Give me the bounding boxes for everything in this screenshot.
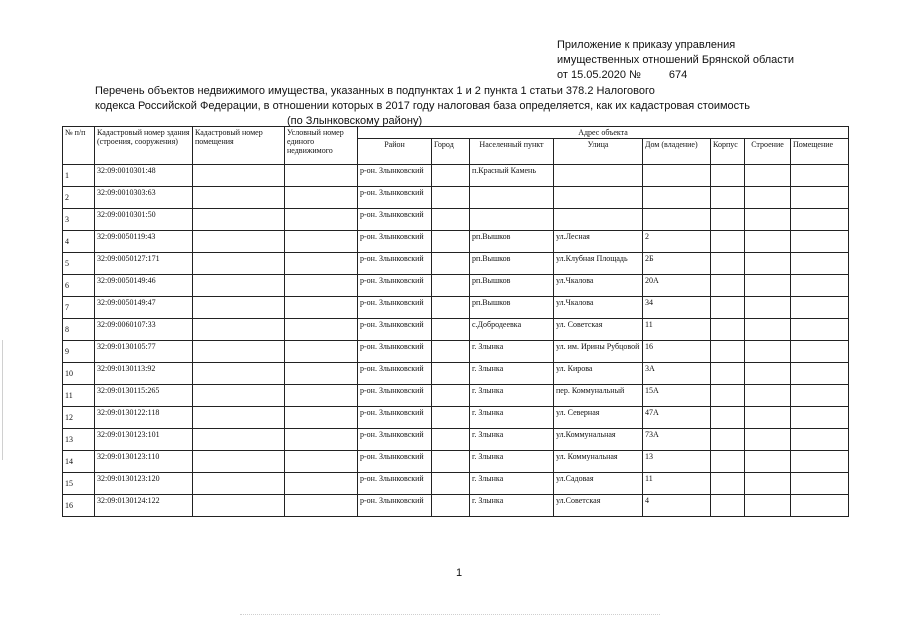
cell-district: р-он. Злынковский xyxy=(358,231,432,253)
cell-room xyxy=(791,165,849,187)
cell-room xyxy=(791,297,849,319)
scan-noise-line xyxy=(240,614,660,616)
cell-conditional xyxy=(285,297,358,319)
cell-city xyxy=(432,231,470,253)
cell-conditional xyxy=(285,451,358,473)
cell-conditional xyxy=(285,209,358,231)
cell-building xyxy=(745,297,791,319)
table-row xyxy=(63,407,849,429)
cell-corpus xyxy=(711,495,745,517)
cell-corpus xyxy=(711,473,745,495)
cell-city xyxy=(432,209,470,231)
table-row xyxy=(63,275,849,297)
cell-building xyxy=(745,407,791,429)
cell-house: 73А xyxy=(643,429,711,451)
cell-corpus xyxy=(711,429,745,451)
cell-district: р-он. Злынковский xyxy=(358,495,432,517)
cell-num: 15 xyxy=(63,473,95,495)
cell-conditional xyxy=(285,187,358,209)
cell-room-cadastral xyxy=(193,451,285,473)
cell-city xyxy=(432,253,470,275)
cell-num: 6 xyxy=(63,275,95,297)
scan-edge-mark xyxy=(2,340,3,460)
cell-city xyxy=(432,165,470,187)
cell-conditional xyxy=(285,231,358,253)
cell-city xyxy=(432,429,470,451)
cell-conditional xyxy=(285,407,358,429)
cell-room xyxy=(791,473,849,495)
table-row xyxy=(63,165,849,187)
cell-corpus xyxy=(711,385,745,407)
cell-street: ул. Коммунальная xyxy=(554,451,643,473)
cell-settlement: рп.Вышков xyxy=(470,231,554,253)
cell-district: р-он. Злынковский xyxy=(358,187,432,209)
cell-building xyxy=(745,231,791,253)
cell-district: р-он. Злынковский xyxy=(358,297,432,319)
cell-room xyxy=(791,253,849,275)
cell-conditional xyxy=(285,385,358,407)
cell-cadastral: 32:09:0130105:77 xyxy=(95,341,193,363)
cell-settlement: г. Злынка xyxy=(470,473,554,495)
cell-cadastral: 32:09:0060107:33 xyxy=(95,319,193,341)
title-line-2: кодекса Российской Федерации, в отношении которых в 2017 году налоговая база определяется, как их кадастровая стоимость xyxy=(95,100,750,112)
cell-street: пер. Коммунальный xyxy=(554,385,643,407)
header-city: Город xyxy=(432,139,470,165)
cell-settlement: г. Злынка xyxy=(470,341,554,363)
cell-city xyxy=(432,385,470,407)
cell-num: 4 xyxy=(63,231,95,253)
cell-num: 7 xyxy=(63,297,95,319)
cell-conditional xyxy=(285,495,358,517)
cell-conditional xyxy=(285,363,358,385)
cell-corpus xyxy=(711,209,745,231)
cell-street xyxy=(554,165,643,187)
cell-room-cadastral xyxy=(193,473,285,495)
cell-city xyxy=(432,473,470,495)
cell-house: 4 xyxy=(643,495,711,517)
header-room: Помещение xyxy=(791,139,849,165)
cell-building xyxy=(745,385,791,407)
cell-building xyxy=(745,187,791,209)
cell-cadastral: 32:09:0050149:46 xyxy=(95,275,193,297)
cell-house xyxy=(643,165,711,187)
cell-city xyxy=(432,275,470,297)
cell-room-cadastral xyxy=(193,341,285,363)
table-row xyxy=(63,385,849,407)
cell-num: 8 xyxy=(63,319,95,341)
header-house: Дом (владение) xyxy=(643,139,711,165)
cell-street: ул.Чкалова xyxy=(554,297,643,319)
cell-city xyxy=(432,451,470,473)
cell-num: 14 xyxy=(63,451,95,473)
cell-district: р-он. Злынковский xyxy=(358,473,432,495)
cell-room-cadastral xyxy=(193,165,285,187)
cell-building xyxy=(745,363,791,385)
table-row xyxy=(63,319,849,341)
cell-city xyxy=(432,297,470,319)
cell-district: р-он. Злынковский xyxy=(358,319,432,341)
cell-house: 34 xyxy=(643,297,711,319)
cell-room xyxy=(791,495,849,517)
cell-city xyxy=(432,495,470,517)
cell-cadastral: 32:09:0130123:110 xyxy=(95,451,193,473)
cell-settlement: г. Злынка xyxy=(470,385,554,407)
cell-room-cadastral xyxy=(193,297,285,319)
cell-settlement: рп.Вышков xyxy=(470,297,554,319)
cell-settlement: г. Злынка xyxy=(470,429,554,451)
cell-corpus xyxy=(711,451,745,473)
cell-num: 11 xyxy=(63,385,95,407)
page-number: 1 xyxy=(456,567,463,579)
header-num: № п/п xyxy=(63,127,95,165)
cell-building xyxy=(745,495,791,517)
cell-building xyxy=(745,341,791,363)
header-room-cadastral: Кадастровый номер помещения xyxy=(193,127,285,165)
cell-building xyxy=(745,275,791,297)
cell-settlement: г. Злынка xyxy=(470,363,554,385)
cell-room xyxy=(791,319,849,341)
cell-street xyxy=(554,187,643,209)
cell-corpus xyxy=(711,187,745,209)
cell-district: р-он. Злынковский xyxy=(358,209,432,231)
cell-num: 2 xyxy=(63,187,95,209)
table-row xyxy=(63,253,849,275)
cell-building xyxy=(745,429,791,451)
property-registry-table xyxy=(62,126,849,517)
cell-district: р-он. Злынковский xyxy=(358,451,432,473)
cell-district: р-он. Злынковский xyxy=(358,407,432,429)
cell-house xyxy=(643,209,711,231)
cell-corpus xyxy=(711,165,745,187)
header-street: Улица xyxy=(554,139,643,165)
cell-building xyxy=(745,165,791,187)
cell-cadastral: 32:09:0010303:63 xyxy=(95,187,193,209)
cell-room-cadastral xyxy=(193,319,285,341)
cell-conditional xyxy=(285,319,358,341)
cell-cadastral: 32:09:0130124:122 xyxy=(95,495,193,517)
cell-house: 15А xyxy=(643,385,711,407)
cell-city xyxy=(432,341,470,363)
header-address-group: Адрес объекта xyxy=(358,127,849,139)
table-row xyxy=(63,451,849,473)
cell-room-cadastral xyxy=(193,495,285,517)
cell-room xyxy=(791,363,849,385)
cell-district: р-он. Злынковский xyxy=(358,165,432,187)
cell-corpus xyxy=(711,275,745,297)
cell-settlement: рп.Вышков xyxy=(470,275,554,297)
cell-num: 10 xyxy=(63,363,95,385)
cell-cadastral: 32:09:0130123:101 xyxy=(95,429,193,451)
cell-house: 2Б xyxy=(643,253,711,275)
cell-house: 20А xyxy=(643,275,711,297)
table-row xyxy=(63,341,849,363)
cell-room xyxy=(791,429,849,451)
cell-corpus xyxy=(711,407,745,429)
cell-street: ул. Северная xyxy=(554,407,643,429)
cell-num: 16 xyxy=(63,495,95,517)
cell-settlement: с.Добродеевка xyxy=(470,319,554,341)
table-row xyxy=(63,209,849,231)
cell-cadastral: 32:09:0010301:48 xyxy=(95,165,193,187)
cell-street xyxy=(554,209,643,231)
cell-conditional xyxy=(285,473,358,495)
table-body xyxy=(63,165,849,517)
table-row xyxy=(63,473,849,495)
cell-settlement: п.Красный Камень xyxy=(470,165,554,187)
cell-settlement: г. Злынка xyxy=(470,407,554,429)
cell-num: 3 xyxy=(63,209,95,231)
cell-cadastral: 32:09:0050127:171 xyxy=(95,253,193,275)
cell-room xyxy=(791,231,849,253)
title-line-1: Перечень объектов недвижимого имущества, указанных в подпунктах 1 и 2 пункта 1 статьи 378.2 Налогового xyxy=(95,85,655,97)
cell-settlement: г. Злынка xyxy=(470,451,554,473)
cell-conditional xyxy=(285,253,358,275)
cell-conditional xyxy=(285,275,358,297)
cell-street: ул.Клубная Площадь xyxy=(554,253,643,275)
cell-house: 2 xyxy=(643,231,711,253)
cell-room xyxy=(791,275,849,297)
cell-street: ул.Садовая xyxy=(554,473,643,495)
cell-city xyxy=(432,187,470,209)
cell-street: ул.Советская xyxy=(554,495,643,517)
appendix-order-line xyxy=(557,68,897,83)
header-district: Район xyxy=(358,139,432,165)
cell-room-cadastral xyxy=(193,407,285,429)
cell-street: ул. им. Ирины Рубцовой xyxy=(554,341,643,363)
cell-cadastral: 32:09:0130115:265 xyxy=(95,385,193,407)
cell-house: 3А xyxy=(643,363,711,385)
appendix-order-number: 674 xyxy=(668,69,688,81)
cell-house xyxy=(643,187,711,209)
table-row xyxy=(63,495,849,517)
cell-cadastral: 32:09:0010301:50 xyxy=(95,209,193,231)
cell-city xyxy=(432,363,470,385)
cell-street: ул. Кирова xyxy=(554,363,643,385)
cell-room xyxy=(791,407,849,429)
cell-num: 5 xyxy=(63,253,95,275)
cell-room-cadastral xyxy=(193,429,285,451)
appendix-date: от 15.05.2020 № xyxy=(557,69,641,81)
cell-room-cadastral xyxy=(193,231,285,253)
cell-building xyxy=(745,253,791,275)
cell-cadastral: 32:09:0130113:92 xyxy=(95,363,193,385)
cell-room-cadastral xyxy=(193,253,285,275)
cell-num: 9 xyxy=(63,341,95,363)
cell-corpus xyxy=(711,363,745,385)
table-row xyxy=(63,297,849,319)
cell-corpus xyxy=(711,253,745,275)
cell-conditional xyxy=(285,341,358,363)
cell-corpus xyxy=(711,231,745,253)
table-row xyxy=(63,231,849,253)
header-building-cadastral: Кадастровый номер здания (строения, сооружения) xyxy=(95,127,193,165)
cell-room xyxy=(791,451,849,473)
header-settlement: Населенный пункт xyxy=(470,139,554,165)
cell-street: ул.Чкалова xyxy=(554,275,643,297)
cell-house: 47А xyxy=(643,407,711,429)
appendix-line-2: имущественных отношений Брянской области xyxy=(557,54,794,66)
cell-cadastral: 32:09:0050149:47 xyxy=(95,297,193,319)
cell-corpus xyxy=(711,341,745,363)
cell-cadastral: 32:09:0050119:43 xyxy=(95,231,193,253)
cell-house: 16 xyxy=(643,341,711,363)
cell-room-cadastral xyxy=(193,363,285,385)
cell-cadastral: 32:09:0130122:118 xyxy=(95,407,193,429)
appendix-line-1: Приложение к приказу управления xyxy=(557,39,736,51)
cell-settlement: рп.Вышков xyxy=(470,253,554,275)
document-title xyxy=(95,84,795,129)
cell-city xyxy=(432,407,470,429)
cell-house: 13 xyxy=(643,451,711,473)
cell-num: 12 xyxy=(63,407,95,429)
cell-city xyxy=(432,319,470,341)
cell-room-cadastral xyxy=(193,275,285,297)
cell-district: р-он. Злынковский xyxy=(358,429,432,451)
cell-room xyxy=(791,209,849,231)
cell-district: р-он. Злынковский xyxy=(358,275,432,297)
cell-settlement xyxy=(470,209,554,231)
cell-building xyxy=(745,451,791,473)
table-row xyxy=(63,363,849,385)
cell-street: ул.Коммунальная xyxy=(554,429,643,451)
title-line-3: (по Злынковскому району) xyxy=(287,115,423,127)
table-row xyxy=(63,187,849,209)
cell-district: р-он. Злынковский xyxy=(358,253,432,275)
appendix-header xyxy=(557,38,897,83)
cell-conditional xyxy=(285,165,358,187)
cell-district: р-он. Злынковский xyxy=(358,341,432,363)
cell-building xyxy=(745,319,791,341)
cell-house: 11 xyxy=(643,473,711,495)
cell-settlement: г. Злынка xyxy=(470,495,554,517)
cell-num: 13 xyxy=(63,429,95,451)
cell-building xyxy=(745,209,791,231)
cell-building xyxy=(745,473,791,495)
cell-corpus xyxy=(711,297,745,319)
cell-room xyxy=(791,341,849,363)
cell-settlement xyxy=(470,187,554,209)
cell-room xyxy=(791,187,849,209)
cell-cadastral: 32:09:0130123:120 xyxy=(95,473,193,495)
cell-room-cadastral xyxy=(193,187,285,209)
cell-corpus xyxy=(711,319,745,341)
header-corpus: Корпус xyxy=(711,139,745,165)
cell-room-cadastral xyxy=(193,209,285,231)
cell-num: 1 xyxy=(63,165,95,187)
header-conditional-number: Условный номер единого недвижимого xyxy=(285,127,358,165)
cell-room-cadastral xyxy=(193,385,285,407)
cell-street: ул. Советская xyxy=(554,319,643,341)
cell-conditional xyxy=(285,429,358,451)
cell-street: ул.Лесная xyxy=(554,231,643,253)
cell-district: р-он. Злынковский xyxy=(358,363,432,385)
cell-district: р-он. Злынковский xyxy=(358,385,432,407)
table-row xyxy=(63,429,849,451)
header-building: Строение xyxy=(745,139,791,165)
cell-room xyxy=(791,385,849,407)
cell-house: 11 xyxy=(643,319,711,341)
